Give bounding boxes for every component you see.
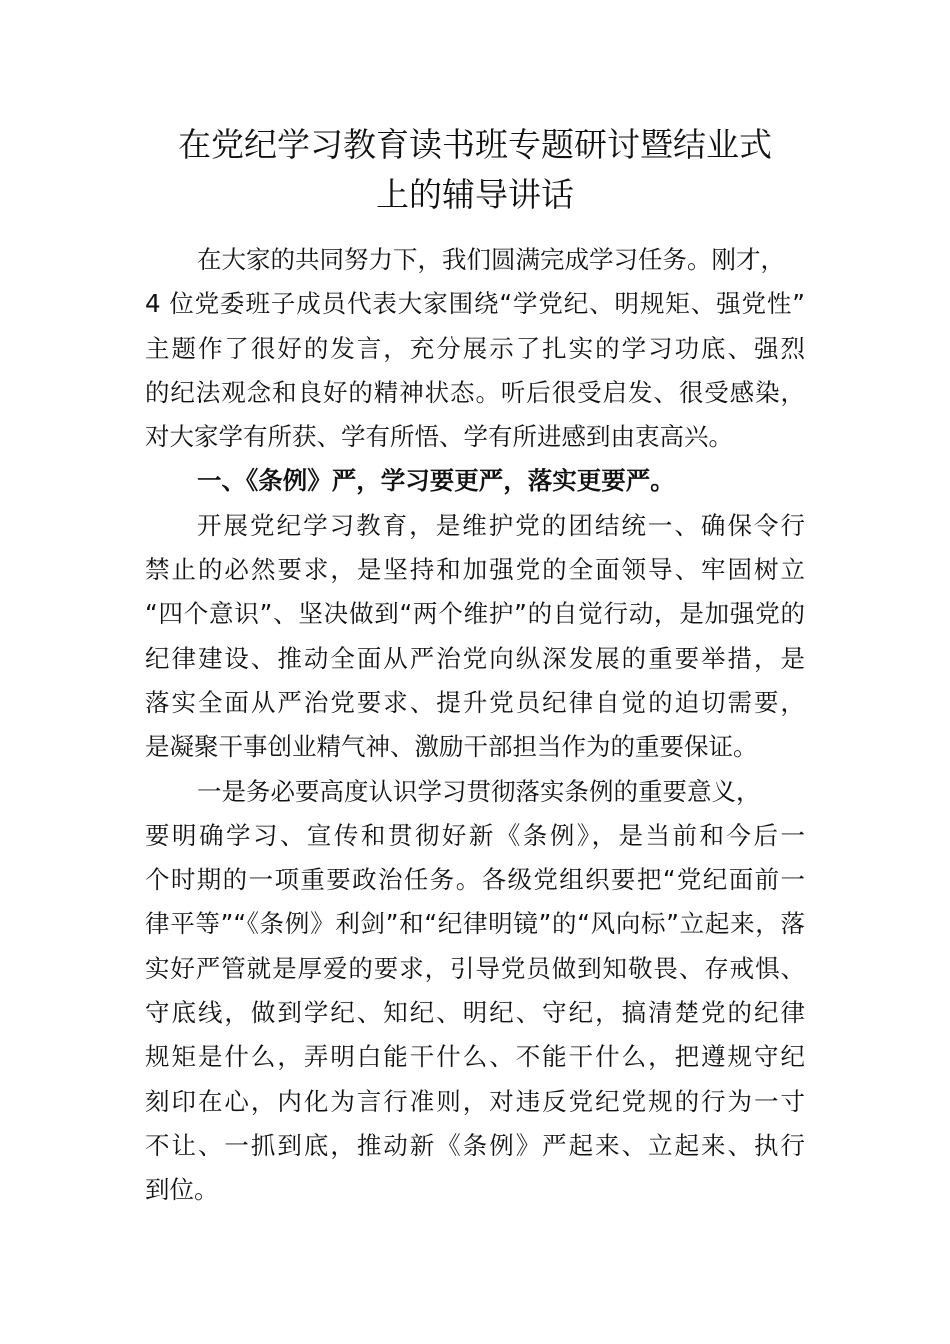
body-line: 禁止的必然要求，是坚持和加强党的全面领导、牢固树立 bbox=[145, 555, 805, 585]
body-line: 个时期的一项重要政治任务。各级党组织要把“党纪面前一 bbox=[145, 865, 805, 895]
body-line: 一是务必要高度认识学习贯彻落实条例的重要意义， bbox=[197, 776, 761, 806]
body-line: 是凝聚干事创业精气神、激励干部担当作为的重要保证。 bbox=[145, 732, 758, 762]
body-line: 主题作了很好的发言，充分展示了扎实的学习功底、强烈 bbox=[145, 333, 805, 363]
title-line-1: 在党纪学习教育读书班专题研讨暨结业式 bbox=[178, 125, 772, 164]
document-body bbox=[145, 238, 805, 1213]
body-line: 不让、一抓到底，推动新《条例》严起来、立起来、执行 bbox=[145, 1130, 805, 1160]
body-line: 开展党纪学习教育，是维护党的团结统一、确保令行 bbox=[197, 510, 805, 540]
body-line: 规矩是什么，弄明白能干什么、不能干什么，把遵规守纪 bbox=[145, 1042, 805, 1072]
body-line: 对大家学有所获、学有所悟、学有所进感到由衷高兴。 bbox=[145, 422, 733, 452]
body-line: 纪律建设、推动全面从严治党向纵深发展的重要举措，是 bbox=[145, 643, 805, 673]
body-line: 在大家的共同努力下，我们圆满完成学习任务。刚才， bbox=[197, 245, 785, 274]
body-line: 实好严管就是厚爱的要求，引导党员做到知敬畏、存戒惧、 bbox=[145, 953, 805, 983]
document-title bbox=[145, 120, 805, 220]
body-line: 到位。 bbox=[145, 1175, 219, 1205]
section-heading: 一、《条例》严，学习要更严，落实更要严。 bbox=[197, 466, 675, 496]
body-line: 落实全面从严治党要求、提升党员纪律自觉的迫切需要， bbox=[145, 687, 805, 717]
body-line: 守底线，做到学纪、知纪、明纪、守纪，搞清楚党的纪律 bbox=[145, 998, 805, 1028]
body-line: 律平等”“《条例》利剑”和“纪律明镜”的“风向标”立起来，落 bbox=[145, 909, 805, 939]
body-line: 要明确学习、宣传和贯彻好新《条例》，是当前和今后一 bbox=[145, 820, 805, 850]
body-line: 的纪法观念和良好的精神状态。听后很受启发、很受感染， bbox=[145, 377, 805, 407]
body-line: “四个意识”、坚决做到“两个维护”的自觉行动，是加强党的 bbox=[145, 599, 805, 629]
title-line-2: 上的辅导讲话 bbox=[376, 175, 574, 214]
body-line: 4 位党委班子成员代表大家围绕“学党纪、明规矩、强党性” bbox=[145, 289, 805, 319]
body-line: 刻印在心，内化为言行准则，对违反党纪党规的行为一寸 bbox=[145, 1086, 805, 1116]
